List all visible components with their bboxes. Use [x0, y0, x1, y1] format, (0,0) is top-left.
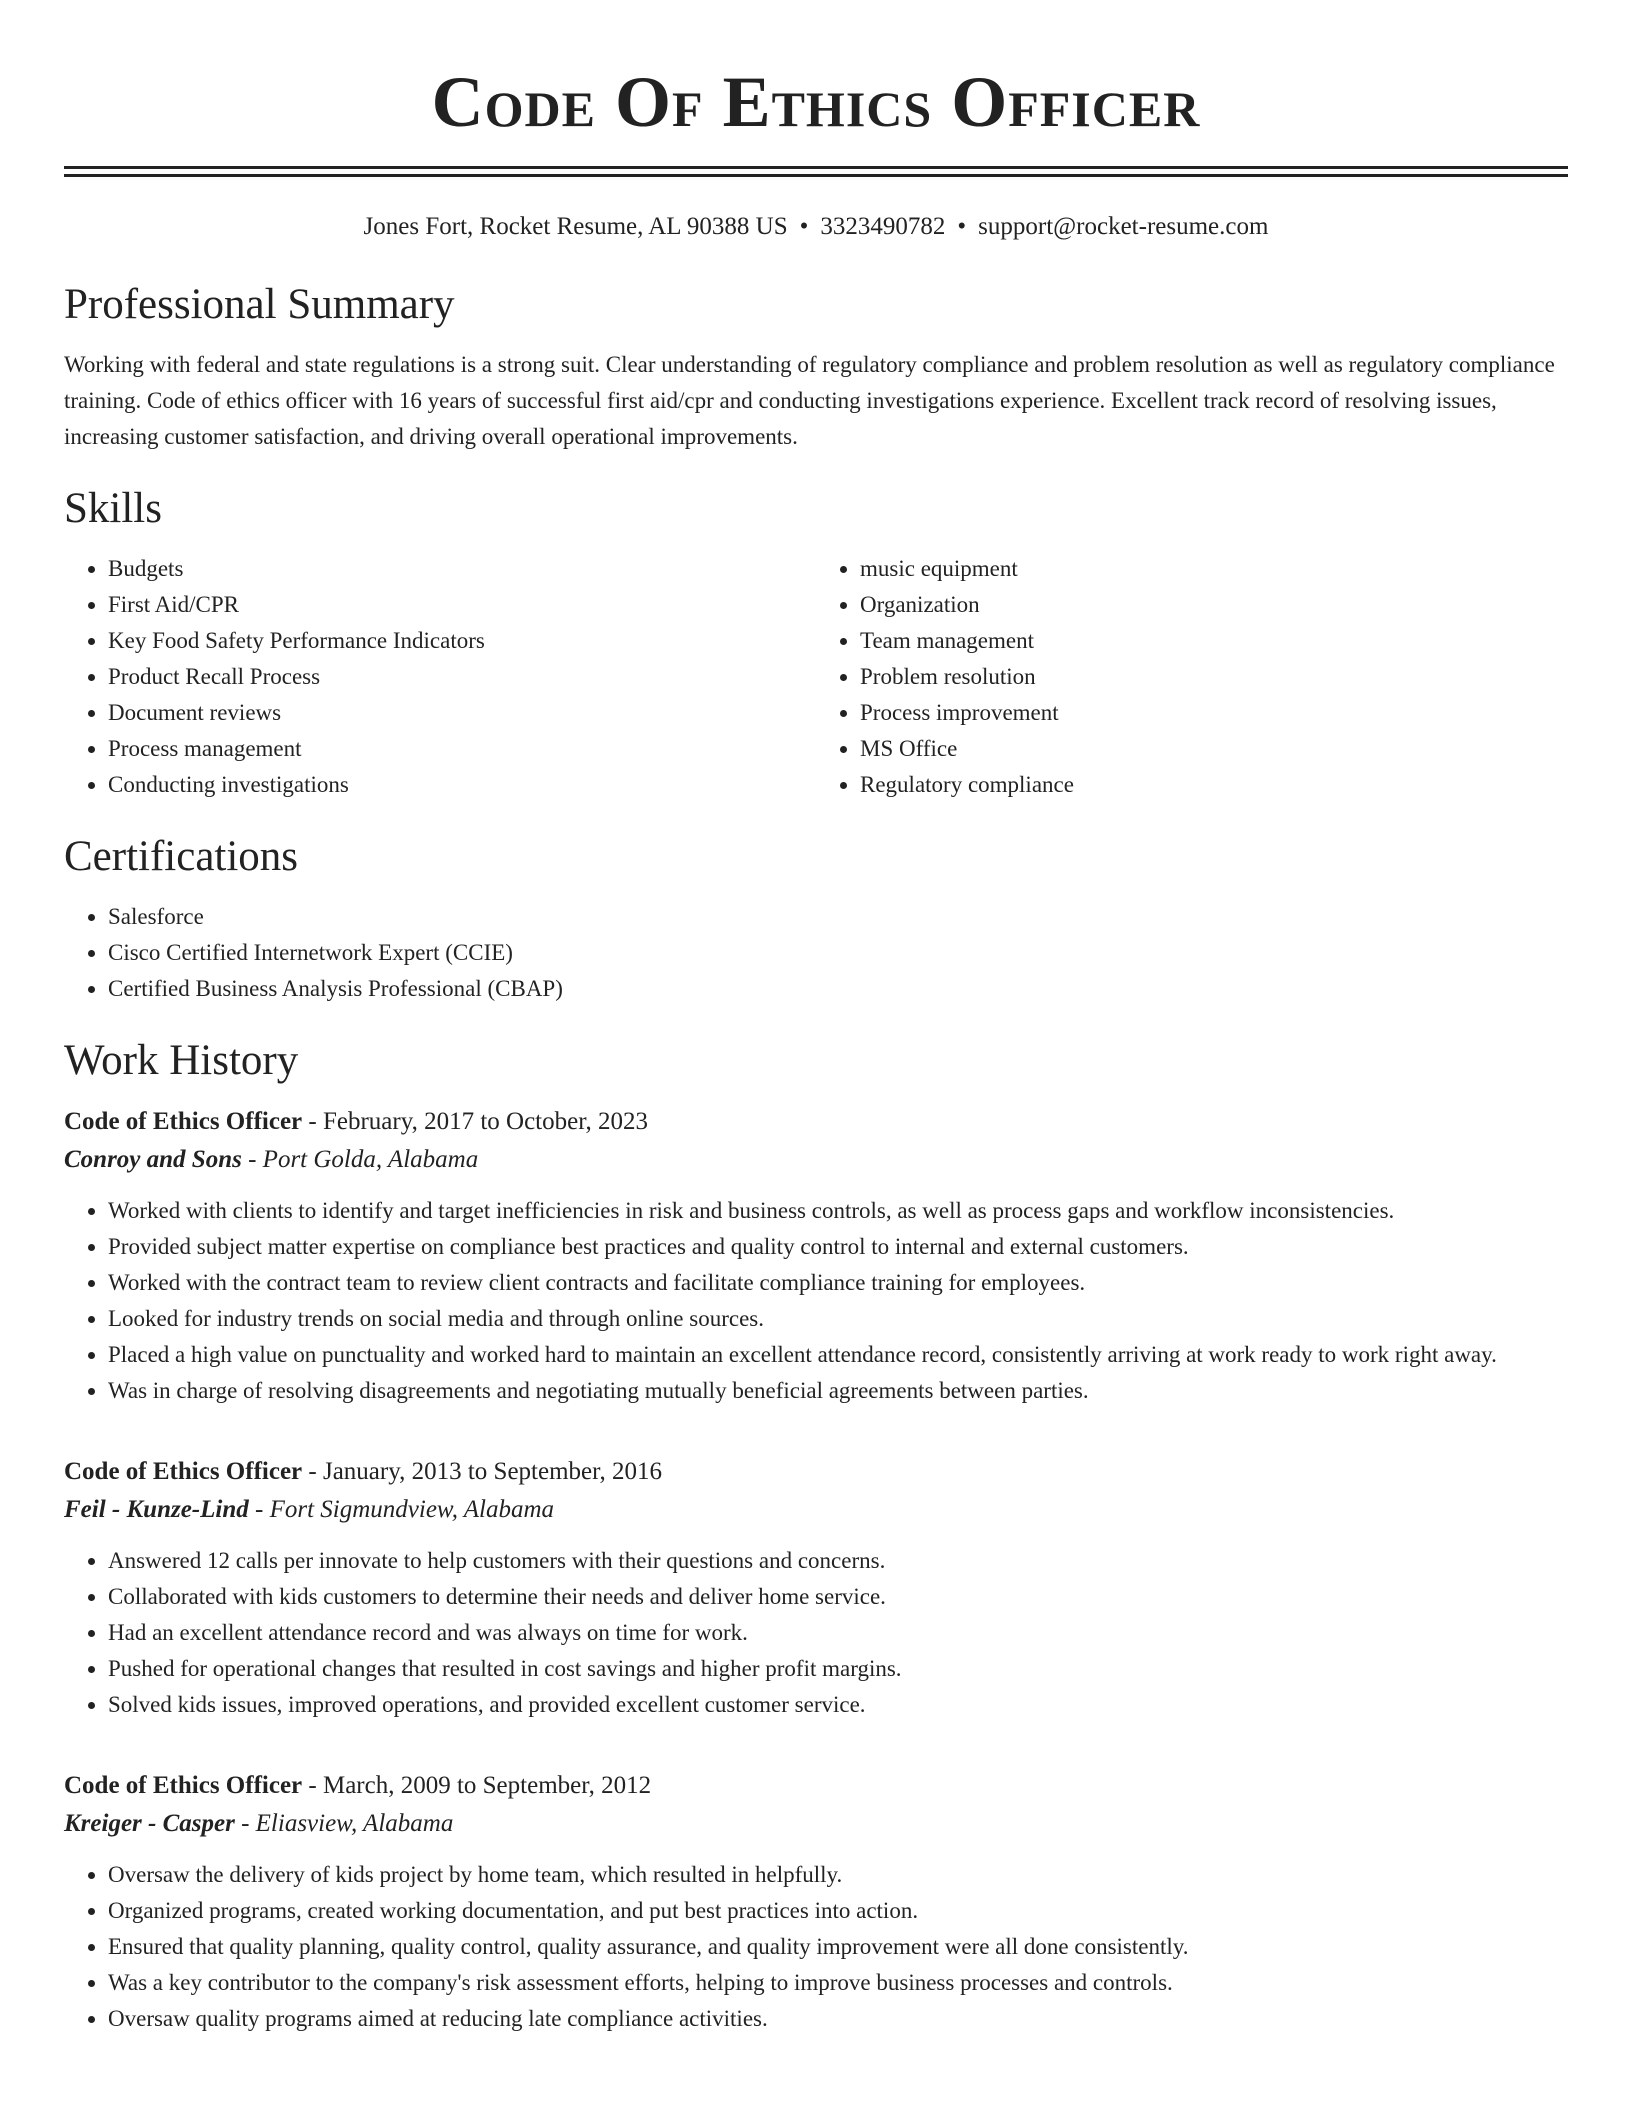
skill-item: • Regulatory compliance: [860, 767, 1568, 803]
job-duty-item: • Answered 12 calls per innovate to help customers with their questions and concerns.: [108, 1543, 1568, 1579]
job-duty-item: • Provided subject matter expertise on compliance best practices and quality control to internal and external customers.: [108, 1229, 1568, 1265]
job-duty-item: • Oversaw the delivery of kids project by home team, which resulted in helpfully.: [108, 1857, 1568, 1893]
skill-item: • Team management: [860, 623, 1568, 659]
certification-item: • Certified Business Analysis Professional (CBAP): [108, 971, 1568, 1007]
skill-item: • music equipment: [860, 551, 1568, 587]
contact-line: [64, 211, 1568, 243]
contact-separator: •: [799, 213, 809, 240]
job-duty-item: • Oversaw quality programs aimed at reducing late compliance activities.: [108, 2001, 1568, 2037]
job-location: - Eliasview, Alabama: [234, 1810, 454, 1837]
job-role: Code of Ethics Officer: [64, 1108, 303, 1135]
job-role: Code of Ethics Officer: [64, 1458, 303, 1485]
job-duty-item: • Ensured that quality planning, quality control, quality assurance, and quality improvement were all done consistently.: [108, 1929, 1568, 1965]
skill-item: • Conducting investigations: [108, 767, 816, 803]
job-location: - Port Golda, Alabama: [241, 1146, 479, 1173]
work-history-heading: Work History: [64, 1037, 299, 1084]
job-company-line: [64, 1805, 1568, 1843]
job-company: Conroy and Sons: [64, 1146, 242, 1173]
job-duty-item: • Was in charge of resolving disagreements and negotiating mutually beneficial agreements between parties.: [108, 1373, 1568, 1409]
job-company-line: [64, 1141, 1568, 1179]
job-location: - Fort Sigmundview, Alabama: [248, 1496, 555, 1523]
certification-item: • Cisco Certified Internetwork Expert (CCIE): [108, 935, 1568, 971]
skill-item: • Process management: [108, 731, 816, 767]
job-duty-item: • Was a key contributor to the company's risk assessment efforts, helping to improve business processes and controls.: [108, 1965, 1568, 2001]
contact-phone: 3323490782: [820, 213, 946, 240]
contact-address: Jones Fort, Rocket Resume, AL 90388 US: [363, 213, 788, 240]
skill-item: • MS Office: [860, 731, 1568, 767]
contact-email: support@rocket-resume.com: [978, 213, 1269, 240]
skill-item: • First Aid/CPR: [108, 587, 816, 623]
skills-heading: Skills: [64, 485, 162, 532]
contact-separator: •: [957, 213, 967, 240]
job-duty-item: • Had an excellent attendance record and was always on time for work.: [108, 1615, 1568, 1651]
job-duties-list: [64, 1193, 1568, 1409]
job-company-line: [64, 1491, 1568, 1529]
job-duty-item: • Worked with the contract team to review client contracts and facilitate compliance training for employees.: [108, 1265, 1568, 1301]
skill-item: • Key Food Safety Performance Indicators: [108, 623, 816, 659]
skills-columns: [64, 551, 1568, 803]
skill-item: • Product Recall Process: [108, 659, 816, 695]
job-title-line: [64, 1103, 1568, 1141]
job-duty-item: • Pushed for operational changes that resulted in cost savings and higher profit margins.: [108, 1651, 1568, 1687]
certification-item: • Salesforce: [108, 899, 1568, 935]
job-role: Code of Ethics Officer: [64, 1772, 303, 1799]
job-dates: - January, 2013 to September, 2016: [302, 1458, 662, 1485]
skill-item: • Organization: [860, 587, 1568, 623]
job-duty-item: • Looked for industry trends on social media and through online sources.: [108, 1301, 1568, 1337]
job-title-line: [64, 1453, 1568, 1491]
job-company: Kreiger - Casper: [64, 1810, 235, 1837]
job-title-line: [64, 1767, 1568, 1805]
job-duty-item: • Solved kids issues, improved operations, and provided excellent customer service.: [108, 1687, 1568, 1723]
header-divider: [64, 166, 1568, 177]
job-entry: [64, 1453, 1568, 1723]
job-duty-item: • Placed a high value on punctuality and worked hard to maintain an excellent attendance record, consistently arriving at work ready to work right away.: [108, 1337, 1568, 1373]
summary-text: Working with federal and state regulations is a strong suit. Clear understanding of regulatory compliance and problem resolution as well as regulatory compliance training. Code of ethics officer with 16 years of successful first aid/cpr and conducting investigations experience. Excellent track record of resolving issues, increasing customer satisfaction, and driving overall operational improvements.: [64, 352, 1555, 449]
skills-list-right: [816, 551, 1568, 803]
skill-item: • Process improvement: [860, 695, 1568, 731]
job-duty-item: • Collaborated with kids customers to determine their needs and deliver home service.: [108, 1579, 1568, 1615]
job-company: Feil - Kunze-Lind: [64, 1496, 249, 1523]
job-duties-list: [64, 1857, 1568, 2037]
skill-item: • Document reviews: [108, 695, 816, 731]
job-duty-item: • Worked with clients to identify and target inefficiencies in risk and business controls, as well as process gaps and workflow inconsistencies.: [108, 1193, 1568, 1229]
job-entry: [64, 1103, 1568, 1409]
job-dates: - February, 2017 to October, 2023: [302, 1108, 649, 1135]
summary-heading: Professional Summary: [64, 281, 455, 328]
job-duties-list: [64, 1543, 1568, 1723]
resume-name-heading: Code Of Ethics Officer: [431, 62, 1201, 142]
job-entry: [64, 1767, 1568, 2037]
skills-list-left: [64, 551, 816, 803]
certifications-list: [64, 899, 1568, 1007]
skill-item: • Budgets: [108, 551, 816, 587]
certifications-heading: Certifications: [64, 833, 299, 880]
job-dates: - March, 2009 to September, 2012: [302, 1772, 652, 1799]
skill-item: • Problem resolution: [860, 659, 1568, 695]
job-duty-item: • Organized programs, created working documentation, and put best practices into action.: [108, 1893, 1568, 1929]
